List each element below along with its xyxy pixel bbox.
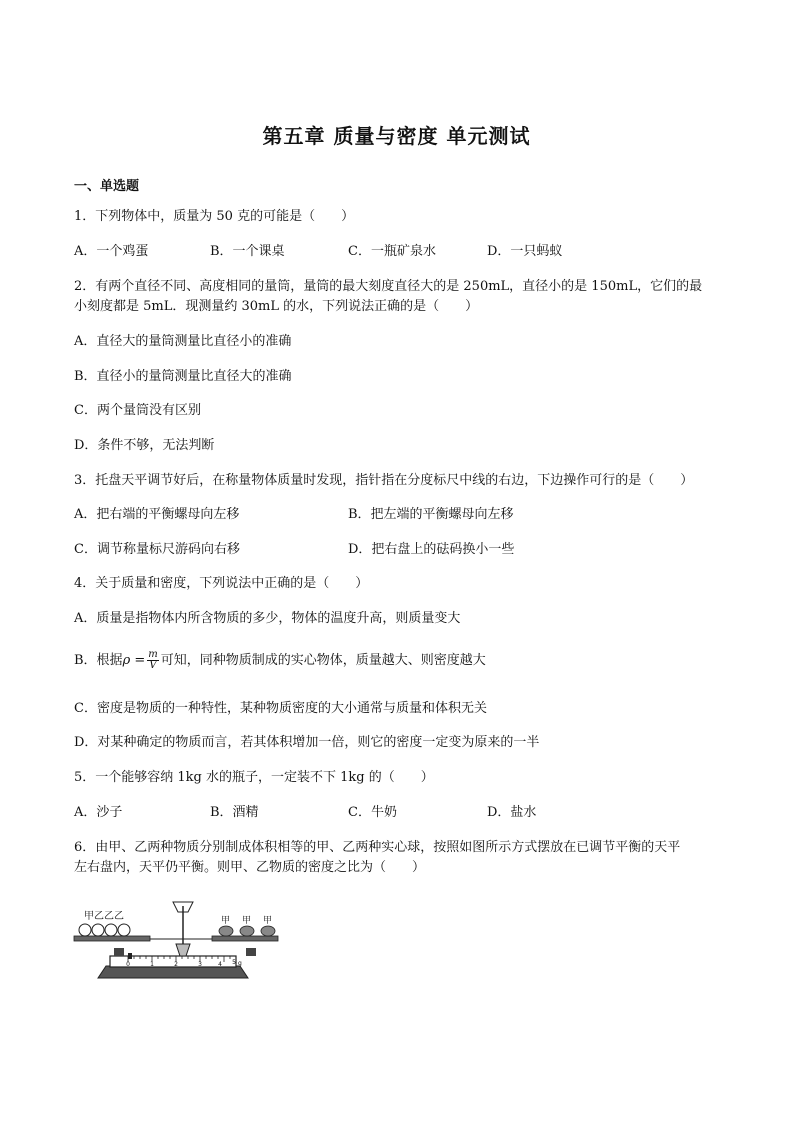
q4-option-d: D．对某种确定的物质而言，若其体积增加一倍，则它的密度一定变为原来的一半 <box>74 735 540 750</box>
scale-base <box>98 966 248 978</box>
section-heading: 一、单选题 <box>74 179 140 194</box>
q5-option-c: C．牛奶 <box>348 805 397 820</box>
q1-option-b: B．一个课桌 <box>210 244 285 259</box>
q2-option-c: C．两个量筒没有区别 <box>74 403 201 418</box>
scale-tick-label: 1 <box>150 961 154 968</box>
right-pan-label: 甲 <box>263 916 273 926</box>
right-pan <box>212 936 278 941</box>
right-pan-label: 甲 <box>242 916 252 926</box>
q4-option-a: A．质量是指物体内所含物质的多少，物体的温度升高，则质量变大 <box>74 611 461 626</box>
rider-weight <box>128 953 132 959</box>
ball <box>118 924 130 936</box>
q1-option-a: A．一个鸡蛋 <box>74 244 149 259</box>
q3-option-b: B．把左端的平衡螺母向左移 <box>348 507 514 522</box>
q2-option-d: D．条件不够，无法判断 <box>74 438 215 453</box>
scale-tick-label: 3 <box>198 961 202 968</box>
scale-tick-label: 0 <box>126 961 130 968</box>
question-6-stem-line2: 左右盘内，天平仍平衡。则甲、乙物质的密度之比为（ ） <box>74 860 426 875</box>
question-3-stem: 3．托盘天平调节好后，在称量物体质量时发现，指针指在分度标尺中线的右边，下边操作可行的是（ ） <box>74 473 694 488</box>
ball <box>261 926 275 936</box>
density-formula-left: ρ = <box>122 653 146 668</box>
q1-option-d: D．一只蚂蚁 <box>487 244 563 259</box>
formula-numerator: m <box>148 649 158 660</box>
q5-option-d: D．盐水 <box>487 805 537 820</box>
q2-option-b: B．直径小的量筒测量比直径大的准确 <box>74 369 292 384</box>
left-pan-labels: 甲乙乙乙 <box>84 911 124 922</box>
ball <box>79 924 91 936</box>
q3-option-d: D．把右盘上的砝码换小一些 <box>348 542 515 557</box>
density-formula-fraction <box>147 650 158 671</box>
q3-option-a: A．把右端的平衡螺母向左移 <box>74 507 240 522</box>
q4-option-b-prefix: B．根据 <box>74 653 123 668</box>
ball <box>240 926 254 936</box>
question-4-stem: 4．关于质量和密度，下列说法中正确的是（ ） <box>74 576 369 591</box>
balance-scale-figure <box>70 898 280 988</box>
scale-pillar <box>176 944 190 956</box>
q4-option-b-suffix: 可知，同种物质制成的实心物体，质量越大、则密度越大 <box>160 653 486 668</box>
q4-option-b <box>74 650 486 671</box>
scale-tick-label: 2 <box>174 961 178 968</box>
ball <box>105 924 117 936</box>
ball <box>92 924 104 936</box>
q1-option-c: C．一瓶矿泉水 <box>348 244 436 259</box>
page-title: 第五章 质量与密度 单元测试 <box>262 124 531 148</box>
q3-option-c: C．调节称量标尺游码向右移 <box>74 542 240 557</box>
left-pan <box>74 936 150 941</box>
question-2-stem-line2: 小刻度都是 5mL．现测量约 30mL 的水，下列说法正确的是（ ） <box>74 299 479 314</box>
q5-option-b: B．酒精 <box>210 805 259 820</box>
question-2-stem-line1: 2．有两个直径不同、高度相同的量筒，量筒的最大刻度直径大的是 250mL，直径小的是 150mL，它们的最 <box>74 279 703 294</box>
formula-denominator: V <box>149 660 157 671</box>
q4-option-c: C．密度是物质的一种特性，某种物质密度的大小通常与质量和体积无关 <box>74 701 487 716</box>
left-foot <box>114 948 124 956</box>
question-6-stem-line1: 6．由甲、乙两种物质分别制成体积相等的甲、乙两种实心球，按照如图所示方式摆放在已调节平衡的天平 <box>74 840 681 855</box>
scale-tick-label: 5 <box>232 959 236 966</box>
scale-unit: g <box>238 960 242 967</box>
right-foot <box>246 948 256 956</box>
ball <box>219 926 233 936</box>
scale-tick-label: 4 <box>218 961 222 968</box>
q2-option-a: A．直径大的量筒测量比直径小的准确 <box>74 334 292 349</box>
question-1-stem: 1．下列物体中，质量为 50 克的可能是（ ） <box>74 209 355 224</box>
question-5-stem: 5．一个能够容纳 1kg 水的瓶子，一定装不下 1kg 的（ ） <box>74 770 434 785</box>
q5-option-a: A．沙子 <box>74 805 123 820</box>
right-pan-label: 甲 <box>221 916 231 926</box>
